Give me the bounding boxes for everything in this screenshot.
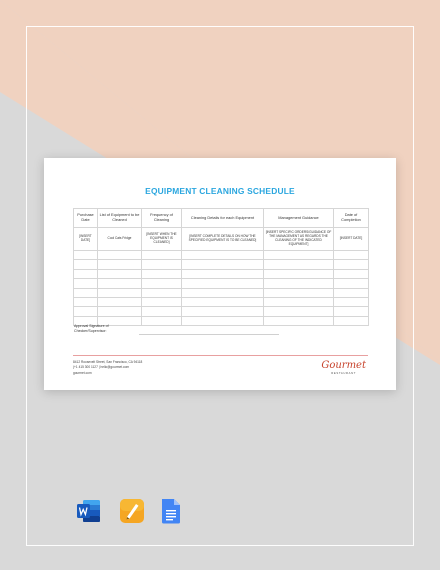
table-cell: [INSERT WHEN THE EQUIPMENT IS CLEANED] [142,228,182,251]
table-cell: [INSERT DATE] [74,228,98,251]
header-frequency: Frequency of Cleaning [142,209,182,228]
signature-label: Approval Signature of Checker/Supervisor: [74,324,109,333]
table-cell: [INSERT SPECIFIC ORDERS/GUIDANCE OF THE MANAGEMENT AS REGARDS THE CLEANING OF THE INDICATED EQUIPMENT] [264,228,334,251]
header-date-completion: Date of Completion [334,209,369,228]
table-row [74,260,369,269]
footer-contact: (+1 415 300 1127 | hello@gourmet.com [73,365,130,370]
table-cell: Cool Cats Fridge [98,228,142,251]
google-docs-icon[interactable] [160,498,182,524]
gourmet-logo: Gourmet RESTAURANT [321,360,366,375]
signature-line [139,334,279,335]
table-row [74,269,369,278]
table-row [74,307,369,316]
header-equipment-list: List of Equipment to be Cleaned [98,209,142,228]
header-purchase-date: Purchase Date [74,209,98,228]
footer-address: 8412 Roosevelt Street, San Francisco, CA 94118 [73,360,143,364]
table-row [74,297,369,306]
table-row [74,228,369,251]
pages-icon[interactable] [119,498,145,524]
table-cell: [INSERT DATE] [334,228,369,251]
table-row [74,279,369,288]
document-title: EQUIPMENT CLEANING SCHEDULE [145,186,295,196]
header-management-guidance: Management Guidance [264,209,334,228]
document-page [44,158,396,390]
schedule-table [73,208,369,326]
table-row [74,251,369,260]
footer-address-block [73,360,142,376]
table-header-row [74,209,369,228]
word-icon[interactable] [76,498,102,524]
footer-website: gourmet.com [73,370,92,375]
footer-divider [73,355,368,356]
header-cleaning-details: Cleaning Details for each Equipment [182,209,264,228]
table-row [74,288,369,297]
table-cell: [INSERT COMPLETE DETAILS ON HOW THE SPECIFIED EQUIPMENT IS TO BE CLEANED] [182,228,264,251]
